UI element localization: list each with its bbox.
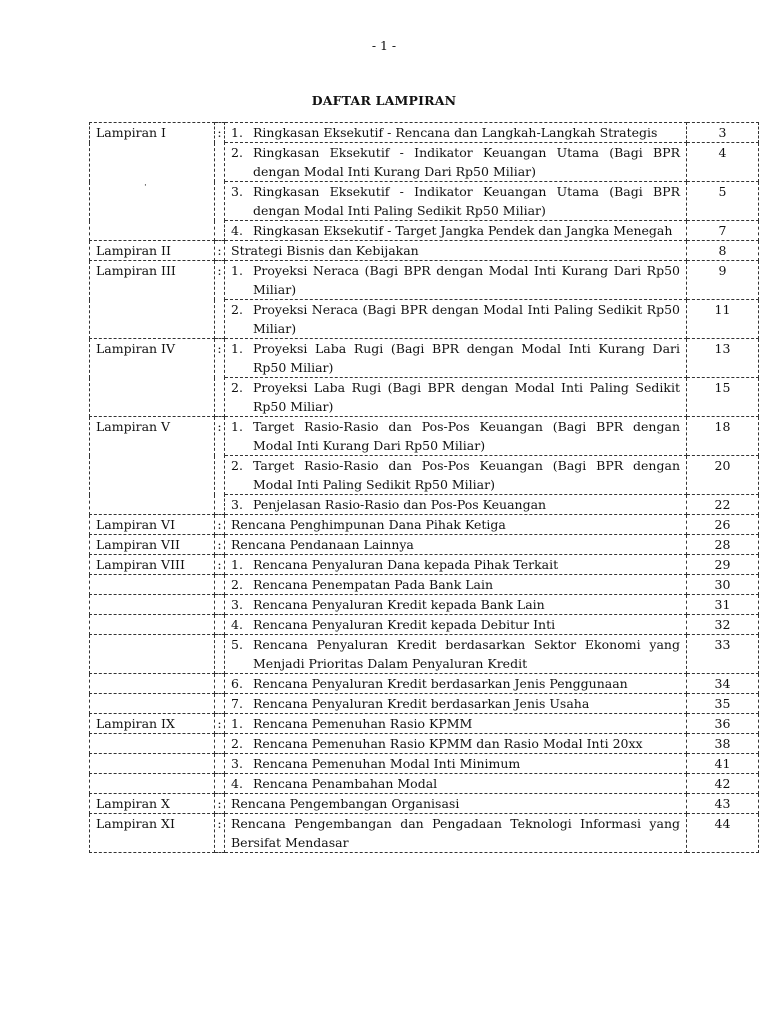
lampiran-label: Lampiran VI (90, 515, 215, 535)
item-text: Target Rasio-Rasio dan Pos-Pos Keuangan (Bagi BPR dengan Modal Inti Paling Sedikit Rp50 Miliar) (253, 458, 680, 492)
colon-separator: : (215, 417, 225, 515)
page-ref: 30 (687, 575, 759, 595)
item-number: 2. (231, 145, 243, 160)
item-number: 1. (231, 419, 243, 434)
colon-separator (215, 615, 225, 635)
lampiran-description (225, 123, 687, 143)
colon-separator: : (215, 339, 225, 417)
lampiran-label: Lampiran VII (90, 535, 215, 555)
page-ref: 7 (687, 221, 759, 241)
lampiran-description (225, 595, 687, 615)
page-ref: 29 (687, 555, 759, 575)
page-ref: 36 (687, 714, 759, 734)
page-ref: 35 (687, 694, 759, 714)
colon-separator (215, 694, 225, 714)
lampiran-description (225, 575, 687, 595)
item-number: 3. (231, 756, 243, 771)
item-number: 2. (231, 736, 243, 751)
item-number: 1. (231, 263, 243, 278)
lampiran-description (225, 615, 687, 635)
item-text: Rencana Pemenuhan Modal Inti Minimum (253, 756, 521, 771)
lampiran-description (225, 182, 687, 221)
colon-separator: : (215, 535, 225, 555)
lampiran-description (225, 515, 687, 535)
page-ref: 22 (687, 495, 759, 515)
colon-separator (215, 674, 225, 694)
page-ref: 9 (687, 261, 759, 300)
table-row (90, 535, 759, 555)
page-ref: 3 (687, 123, 759, 143)
item-text: Ringkasan Eksekutif - Target Jangka Pendek dan Jangka Menegah (253, 223, 673, 238)
item-number: 2. (231, 380, 243, 395)
page-ref: 41 (687, 754, 759, 774)
page-number: - 1 - (371, 38, 397, 53)
item-number: 2. (231, 577, 243, 592)
lampiran-description (225, 495, 687, 515)
colon-separator (215, 575, 225, 595)
table-row (90, 814, 759, 853)
table-row (90, 515, 759, 535)
item-text: Rencana Penyaluran Dana kepada Pihak Terkait (253, 557, 559, 572)
item-text: Rencana Penyaluran Kredit berdasarkan Jenis Usaha (253, 696, 590, 711)
item-text: Rencana Penyaluran Kredit kepada Debitur Inti (253, 617, 556, 632)
table-row (90, 261, 759, 300)
page-ref: 20 (687, 456, 759, 495)
item-text: Ringkasan Eksekutif - Indikator Keuangan Utama (Bagi BPR dengan Modal Inti Kurang Dari Rp50 Miliar) (253, 145, 680, 179)
page-ref: 31 (687, 595, 759, 615)
page-ref: 38 (687, 734, 759, 754)
lampiran-description (225, 261, 687, 300)
item-text: Proyeksi Laba Rugi (Bagi BPR dengan Modal Inti Kurang Dari Rp50 Miliar) (253, 341, 680, 375)
item-number: 7. (231, 696, 243, 711)
page-ref: 42 (687, 774, 759, 794)
item-number: 6. (231, 676, 243, 691)
table-row (90, 714, 759, 734)
lampiran-description (225, 378, 687, 417)
colon-separator: : (215, 714, 225, 734)
item-text: Rencana Penyaluran Kredit berdasarkan Jenis Penggunaan (253, 676, 628, 691)
item-number: 4. (231, 617, 243, 632)
lampiran-label: Lampiran III (90, 261, 215, 339)
item-text: Ringkasan Eksekutif - Indikator Keuangan Utama (Bagi BPR dengan Modal Inti Paling Sedikit Rp50 Miliar) (253, 184, 680, 218)
page-ref: 44 (687, 814, 759, 853)
page-ref: 18 (687, 417, 759, 456)
table-row (90, 734, 759, 754)
page-ref: 8 (687, 241, 759, 261)
item-number: 4. (231, 223, 243, 238)
lampiran-description (225, 814, 687, 853)
lampiran-label: Lampiran I (90, 123, 215, 241)
table-row (90, 694, 759, 714)
table-row (90, 123, 759, 143)
lampiran-label (90, 734, 215, 754)
page-ref: 26 (687, 515, 759, 535)
table-row (90, 575, 759, 595)
lampiran-description (225, 635, 687, 674)
item-text: Rencana Penyaluran Kredit berdasarkan Sektor Ekonomi yang Menjadi Prioritas Dalam Penyaluran Kredit (253, 637, 680, 671)
lampiran-description (225, 794, 687, 814)
page-ref: 13 (687, 339, 759, 378)
lampiran-description (225, 694, 687, 714)
lampiran-label: Lampiran VIII (90, 555, 215, 575)
table-row (90, 595, 759, 615)
lampiran-table-body (90, 123, 759, 853)
item-number: 1. (231, 125, 243, 140)
colon-separator (215, 734, 225, 754)
page-ref: 4 (687, 143, 759, 182)
lampiran-label (90, 754, 215, 774)
lampiran-description (225, 714, 687, 734)
table-row (90, 635, 759, 674)
lampiran-label: Lampiran XI (90, 814, 215, 853)
item-text: Rencana Pemenuhan Rasio KPMM dan Rasio Modal Inti 20xx (253, 736, 643, 751)
colon-separator (215, 774, 225, 794)
stray-dot: · (144, 181, 147, 191)
colon-separator: : (215, 794, 225, 814)
lampiran-description (225, 143, 687, 182)
item-number: 1. (231, 341, 243, 356)
lampiran-label: Lampiran V (90, 417, 215, 515)
item-text: Rencana Pengembangan Organisasi (231, 796, 460, 811)
lampiran-description (225, 456, 687, 495)
table-row (90, 615, 759, 635)
item-text: Rencana Penempatan Pada Bank Lain (253, 577, 494, 592)
item-number: 2. (231, 302, 243, 317)
lampiran-label (90, 615, 215, 635)
lampiran-label: Lampiran IX (90, 714, 215, 734)
colon-separator (215, 635, 225, 674)
page-ref: 11 (687, 300, 759, 339)
item-text: Strategi Bisnis dan Kebijakan (231, 243, 419, 258)
item-number: 5. (231, 637, 243, 652)
colon-separator (215, 754, 225, 774)
lampiran-label (90, 694, 215, 714)
item-number: 1. (231, 557, 243, 572)
item-text: Proyeksi Laba Rugi (Bagi BPR dengan Modal Inti Paling Sedikit Rp50 Miliar) (253, 380, 680, 414)
lampiran-description (225, 774, 687, 794)
page-ref: 33 (687, 635, 759, 674)
item-text: Rencana Pengembangan dan Pengadaan Teknologi Informasi yang Bersifat Mendasar (231, 816, 680, 850)
item-text: Rencana Penghimpunan Dana Pihak Ketiga (231, 517, 506, 532)
page-ref: 28 (687, 535, 759, 555)
lampiran-description (225, 754, 687, 774)
item-text: Rencana Pendanaan Lainnya (231, 537, 414, 552)
page-ref: 43 (687, 794, 759, 814)
lampiran-description (225, 674, 687, 694)
colon-separator: : (215, 241, 225, 261)
table-row (90, 241, 759, 261)
item-number: 3. (231, 597, 243, 612)
table-row (90, 754, 759, 774)
lampiran-label: Lampiran II (90, 241, 215, 261)
colon-separator: : (215, 555, 225, 575)
item-number: 3. (231, 184, 243, 199)
table-row (90, 774, 759, 794)
item-number: 3. (231, 497, 243, 512)
item-text: Proyeksi Neraca (Bagi BPR dengan Modal Inti Kurang Dari Rp50 Miliar) (253, 263, 680, 297)
lampiran-description (225, 555, 687, 575)
table-row (90, 674, 759, 694)
page-ref: 32 (687, 615, 759, 635)
lampiran-label (90, 635, 215, 674)
item-text: Rencana Penyaluran Kredit kepada Bank Lain (253, 597, 545, 612)
table-row (90, 794, 759, 814)
lampiran-label (90, 575, 215, 595)
item-text: Rencana Penambahan Modal (253, 776, 438, 791)
table-row (90, 417, 759, 456)
lampiran-label: Lampiran X (90, 794, 215, 814)
lampiran-label: Lampiran IV (90, 339, 215, 417)
page-ref: 34 (687, 674, 759, 694)
table-row (90, 339, 759, 378)
lampiran-description (225, 221, 687, 241)
page-ref: 15 (687, 378, 759, 417)
item-number: 4. (231, 776, 243, 791)
lampiran-description (225, 300, 687, 339)
page-ref: 5 (687, 182, 759, 221)
lampiran-description (225, 417, 687, 456)
lampiran-description (225, 241, 687, 261)
lampiran-table (89, 122, 759, 853)
lampiran-label (90, 674, 215, 694)
lampiran-description (225, 339, 687, 378)
lampiran-label (90, 774, 215, 794)
item-number: 2. (231, 458, 243, 473)
item-number: 1. (231, 716, 243, 731)
lampiran-label (90, 595, 215, 615)
table-row (90, 555, 759, 575)
lampiran-description (225, 535, 687, 555)
item-text: Rencana Pemenuhan Rasio KPMM (253, 716, 473, 731)
item-text: Target Rasio-Rasio dan Pos-Pos Keuangan (Bagi BPR dengan Modal Inti Kurang Dari Rp50 Miliar) (253, 419, 680, 453)
colon-separator (215, 595, 225, 615)
page-title: DAFTAR LAMPIRAN (311, 93, 457, 108)
item-text: Penjelasan Rasio-Rasio dan Pos-Pos Keuangan (253, 497, 547, 512)
item-text: Proyeksi Neraca (Bagi BPR dengan Modal Inti Paling Sedikit Rp50 Miliar) (253, 302, 680, 336)
colon-separator: : (215, 261, 225, 339)
colon-separator: : (215, 123, 225, 241)
item-text: Ringkasan Eksekutif - Rencana dan Langkah-Langkah Strategis (253, 125, 658, 140)
colon-separator: : (215, 515, 225, 535)
lampiran-description (225, 734, 687, 754)
colon-separator: : (215, 814, 225, 853)
